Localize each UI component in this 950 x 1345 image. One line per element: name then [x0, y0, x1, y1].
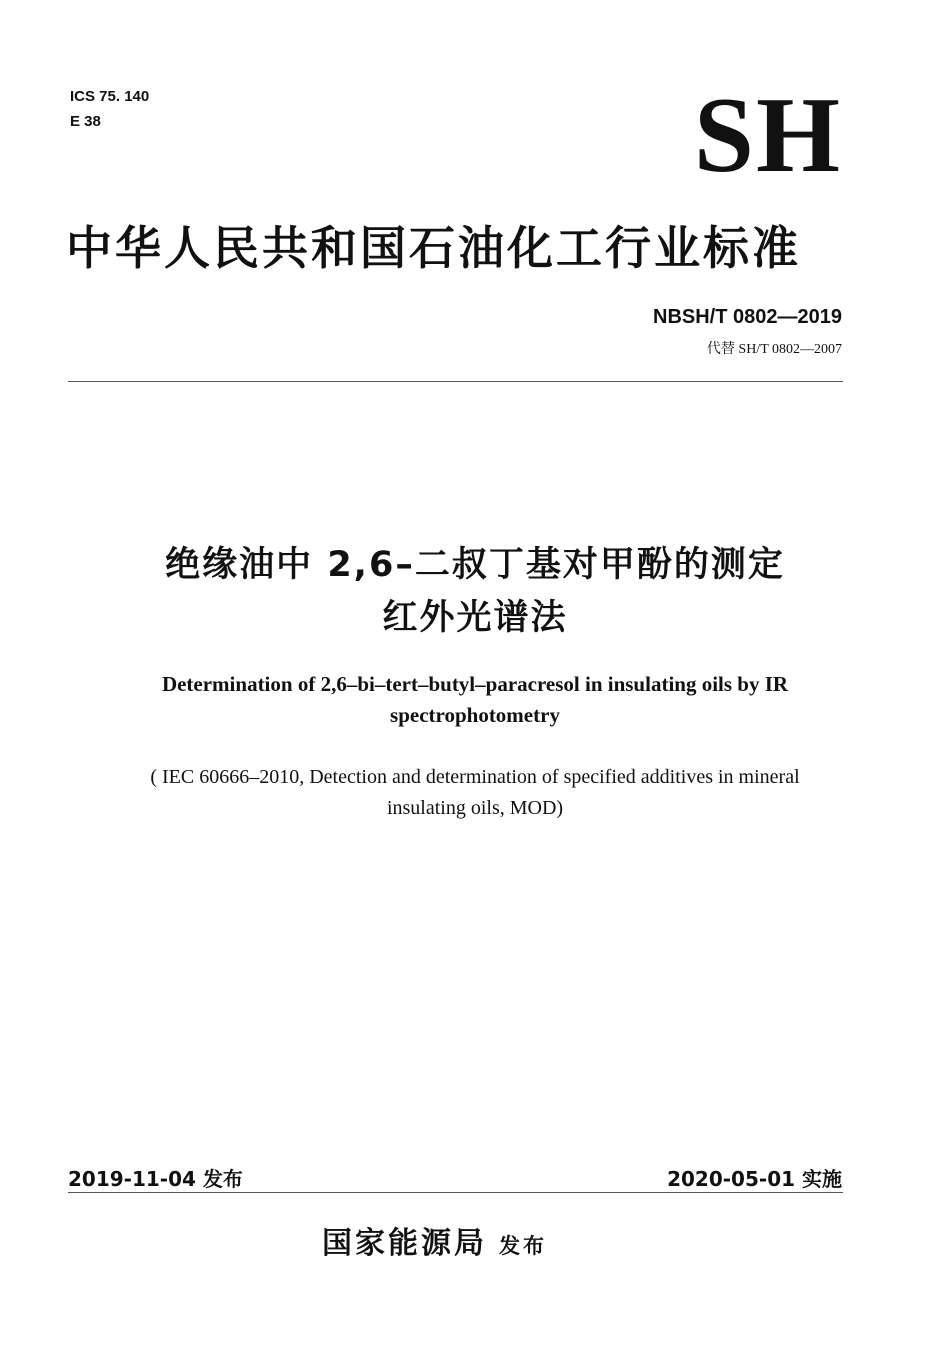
- title-cn-line2: 红外光谱法: [382, 598, 568, 638]
- title-en-line1: Determination of 2,6–bi–tert–butyl–paracresol in insulating oils by IR: [161, 672, 789, 696]
- classification-codes: [70, 84, 149, 134]
- issuer-action: 发布: [499, 1234, 547, 1258]
- title-cn-line1: 绝缘油中 2,6–二叔丁基对甲酚的测定: [165, 545, 785, 585]
- effective-date: 2020-05-01 实施: [667, 1167, 842, 1191]
- replaces-standard: 代替 SH/T 0802—2007: [706, 342, 842, 357]
- ccs-code: E 38: [70, 113, 101, 130]
- bottom-divider: [68, 1192, 843, 1193]
- sh-logo: SH: [693, 76, 842, 195]
- title-en-line2: spectrophotometry: [390, 703, 560, 727]
- issuer: [322, 1218, 547, 1262]
- issue-date: 2019-11-04 发布: [68, 1167, 243, 1191]
- iec-reference-line2: insulating oils, MOD): [386, 797, 564, 819]
- top-divider: [68, 381, 843, 382]
- standard-number: NBSH/T 0802—2019: [653, 306, 842, 328]
- ics-code: ICS 75. 140: [70, 88, 150, 105]
- iec-reference-line1: ( IEC 60666–2010, Detection and determination of specified additives in mineral: [150, 766, 800, 788]
- issuer-name: 国家能源局: [322, 1226, 487, 1261]
- organization-title: 中华人民共和国石油化工行业标准: [66, 221, 801, 275]
